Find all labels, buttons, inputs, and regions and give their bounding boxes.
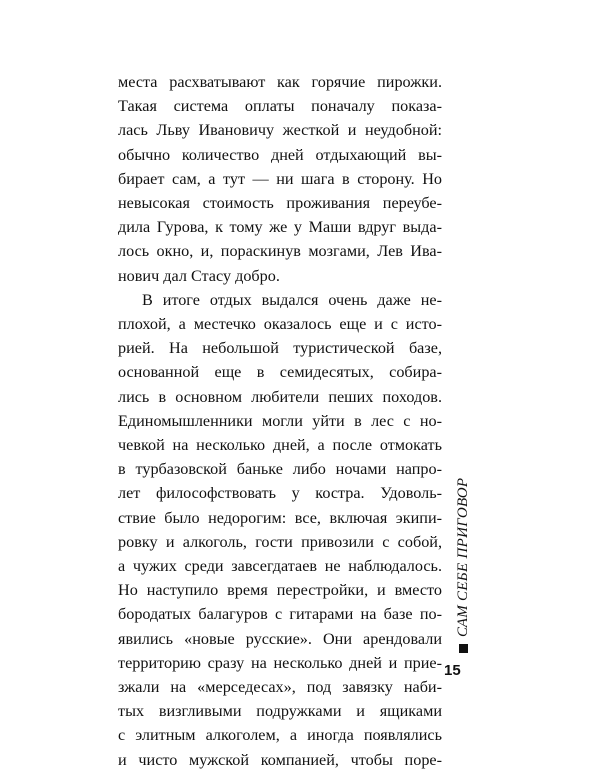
text-line: лась Льву Ивановичу жесткой и неудобной: <box>118 121 442 140</box>
text-line: невысокая стоимость проживания переубе- <box>118 194 442 213</box>
text-line: бирает сам, а тут — ни шага в сторону. Но <box>118 169 442 188</box>
text-line: лось окно, и, пораскинув мозгами, Лев Ива- <box>118 242 442 261</box>
text-line: с элитным алкоголем, а иногда появлялись <box>118 726 442 745</box>
text-line: места расхватывают как горячие пирожки. <box>118 73 442 91</box>
square-bullet-icon <box>459 644 468 653</box>
paragraph-2 <box>118 288 442 772</box>
text-line: Единомышленники могли уйти в лес с но- <box>118 411 442 430</box>
text-line: ровку и алкоголь, гости привозили с собой, <box>118 532 442 551</box>
body-text <box>118 70 442 772</box>
paragraph-1 <box>118 70 442 288</box>
text-line: Но наступило время перестройки, и вместо <box>118 581 442 600</box>
text-line: бородатых балагуров с гитарами на базе по- <box>118 605 442 624</box>
text-line: основанной еще в семидесятых, собира- <box>118 363 442 382</box>
text-line: В итоге отдых выдался очень даже не- <box>142 290 442 309</box>
running-title <box>452 478 474 653</box>
running-title-text: САМ СЕБЕ ПРИГОВОР <box>454 477 471 637</box>
text-line: лись в основном любители пеших походов. <box>118 387 442 406</box>
text-line: тых визгливыми подружками и ящиками <box>118 702 442 721</box>
text-line: нович дал Стасу добро. <box>118 266 280 285</box>
text-line: ствие было недорогим: все, включая экипи- <box>118 508 442 527</box>
text-line: зжали на «мерседесах», под завязку наби- <box>118 678 442 697</box>
text-line: территорию сразу на несколько дней и прие- <box>118 653 442 672</box>
page-number: 15 <box>444 662 461 679</box>
text-line: лет философствовать у костра. Удоволь- <box>118 484 442 503</box>
text-line: рией. На небольшой туристической базе, <box>118 339 442 358</box>
text-line: Такая система оплаты поначалу показа- <box>118 97 442 116</box>
text-line: а чужих среди завсегдатаев не наблюдалось. <box>118 557 442 576</box>
text-line: обычно количество дней отдыхающий вы- <box>118 145 442 164</box>
text-line: и чисто мужской компанией, чтобы поре- <box>118 750 442 769</box>
text-line: чевкой на несколько дней, а после отмокать <box>118 436 442 455</box>
text-line: в турбазовской баньке либо ночами напро- <box>118 460 442 479</box>
text-line: явились «новые русские». Они арендовали <box>118 629 442 648</box>
text-line: плохой, а местечко оказалось еще и с исто- <box>118 315 442 334</box>
text-line: дила Гурова, к тому же у Маши вдруг выда- <box>118 218 442 237</box>
